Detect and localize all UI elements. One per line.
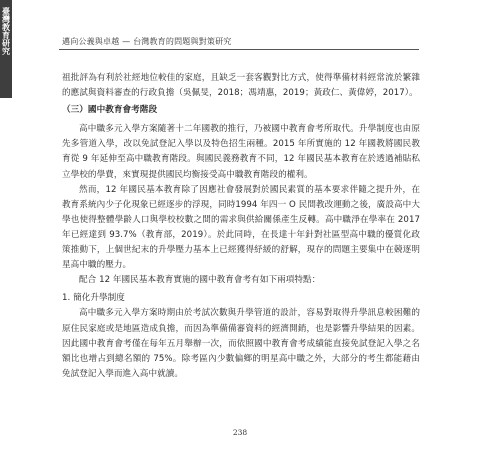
- page-number: 238: [232, 428, 248, 437]
- paragraph: 然而，12 年國民基本教育除了因應社會發展對於國民素質的基本要求伴隨之提升外，在教育系統內少子化現象已經逐步的浮現，同時1994 年四一 O 民間教改運動之後，廣設高中大學也使得整體學齡人口與學校校數之間的需求與供給關係產生反轉。高中職淨在學率在 2017 年已經達到 93.7%（教育部，2019）。於此同時，在長達十年針對社區型高中職的優質化政策推動下，上個世紀末的升學壓力基本上已經獲得紓緩的舒解，現存的問題主要集中在競逐明星高中職的壓力。: [62, 184, 420, 271]
- paragraph: 高中職多元入學方案時期由於考試次數與升學管道的設計，容易對取得升學訊息較困難的原住民家庭或是地區造成負擔，而因為準備備審資料的經濟開銷，也是影響升學結果的因素。因此國中教育會考僅在每年五月舉辦一次，而依照國中教育會考成績能直接免試登記入學之名額比也增占到總名額的 75%。除考區內少數偏鄉的明星高中職之外，大部分的考生都能藉由免試登記入學而進入高中就讀。: [62, 308, 420, 379]
- subsection-heading: 1. 簡化升學制度: [62, 293, 125, 304]
- header-rule: [59, 49, 419, 50]
- section-heading: （三）國中教育會考階段: [62, 105, 158, 116]
- chapter-edge-tab: [0, 0, 12, 98]
- paragraph-continuation: 祖批評為有利於社經地位較佳的家庭，且缺乏一套客觀對比方式，使得準備材料經常流於繁雜的應試與資料審查的行政負擔（吳佩旻，2018；馮靖惠，2019；黃政仁、黃偉婷，2017）。: [62, 73, 420, 99]
- paragraph: 配合 12 年國民基本教育實施的國中教育會考有如下兩項特點：: [79, 275, 321, 286]
- running-header: 邁向公義與卓越 — 台灣教育的問題與對策研究: [62, 37, 232, 46]
- body-text: [62, 71, 420, 382]
- paragraph: 高中職多元入學方案隨著十二年國教的推行，乃被國中教育會考所取代。升學制度也由原先多管道入學，改以免試登記入學以及特色招生兩種。2015 年所實施的 12 年國教將國民教育從 9 年延伸至高中職教育階段。與國民義務教育不同，12 年國民基本教育在於透過補貼私立學校的學費，來實現提供國民均衡接受高中職教育階段的權利。: [62, 124, 420, 180]
- chapter-tab-label: 臺灣教育研究: [2, 7, 10, 56]
